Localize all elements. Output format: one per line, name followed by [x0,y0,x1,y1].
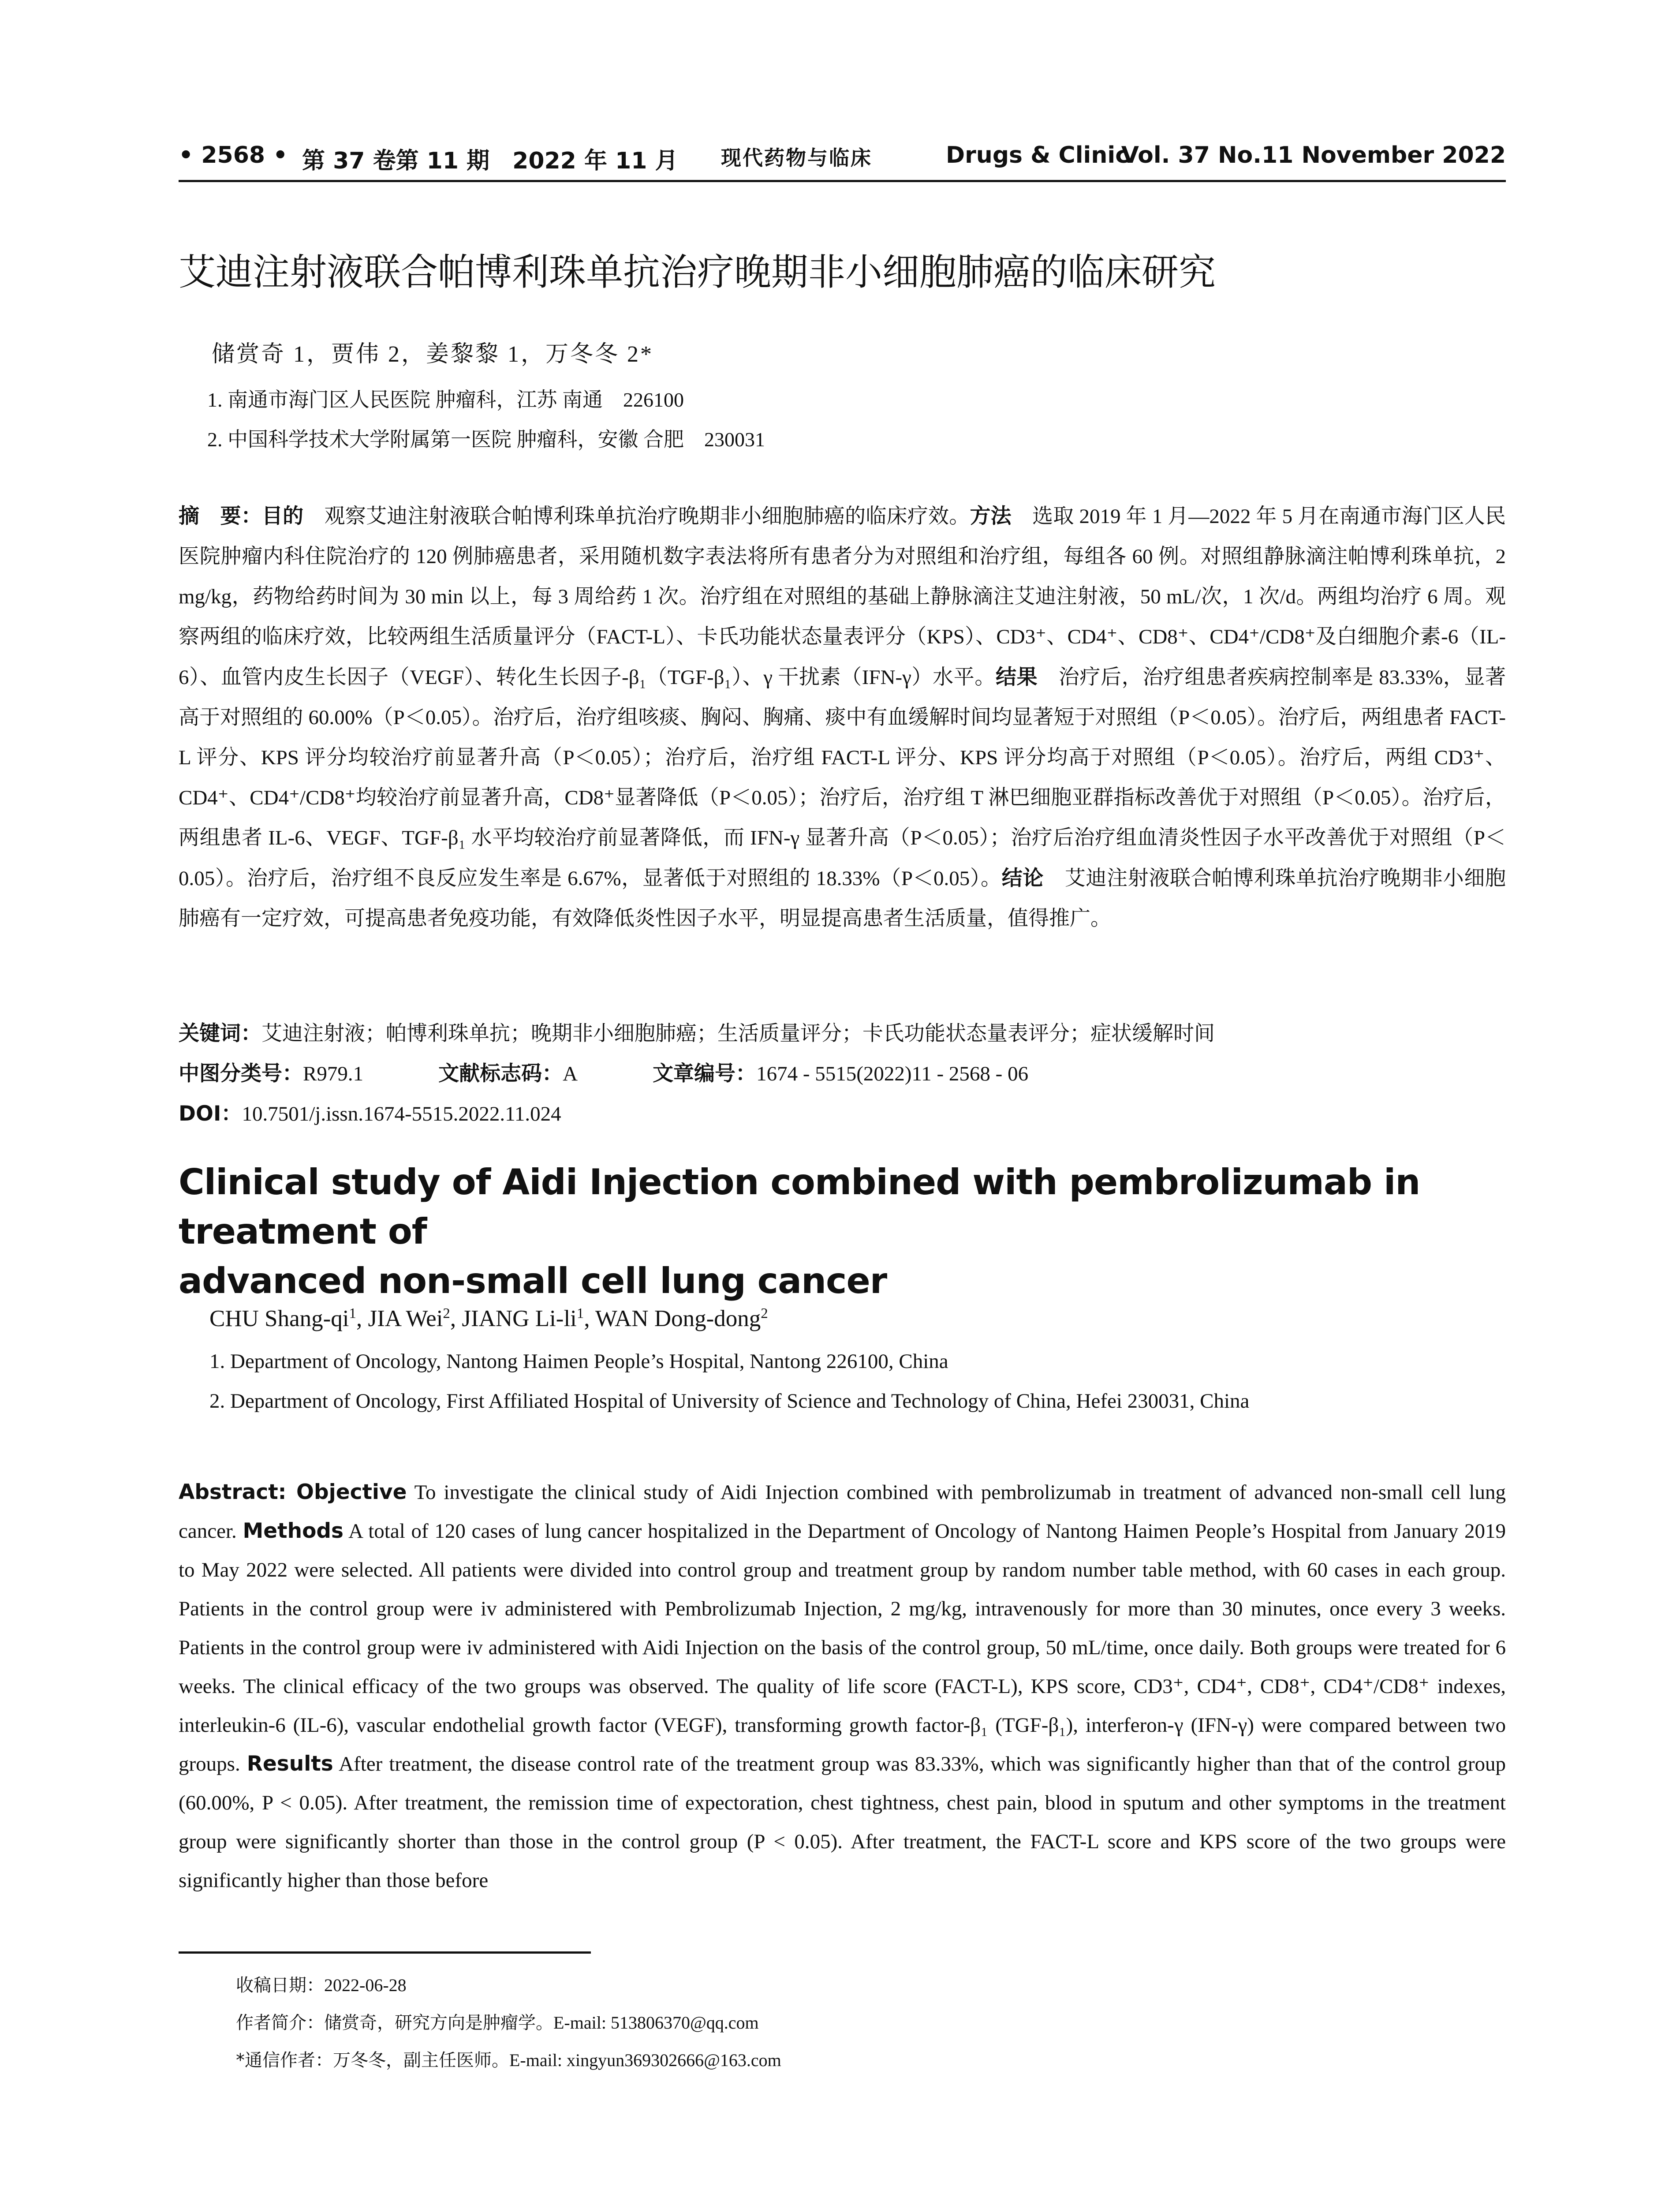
received-date: 2022-06-28 [324,1975,407,1995]
authors-en [209,1305,768,1332]
corresponding-label: *通信作者： [236,2050,333,2070]
affiliation-cn-2: 2. 中国科学技术大学附属第一医院 肿瘤科，安徽 合肥 230031 [207,428,765,451]
results-text-en: After treatment, the disease control rate of the treatment group was 83.33%, which was significantly higher than that of the control group (60.00%, P < 0.05). After treatment, the remission time of expectoration, chest tightness, chest pain, blood in sputum and other symptoms in the treatment group were significantly shorter than those in the control group (P < 0.05). After treatment, the FACT-L score and KPS score of the two groups were significantly higher than those before [179,1753,1506,1892]
article-number-value: 1674 - 5515(2022)11 - 2568 - 06 [756,1062,1029,1085]
affiliation-en-2: 2. Department of Oncology, First Affiliated Hospital of University of Science and Technology of China, Hefei 230031, China [209,1390,1250,1413]
footnote-author [236,2009,759,2034]
objective-text-en: To investigate the clinical study of Aidi Injection combined with pembrolizumab in treatment of advanced non-small cell lung cancer. [179,1481,1506,1543]
methods-text-en: A total of 120 cases of lung cancer hospitalized in the Department of Oncology of Nantong Haimen People’s Hospital from January 2019 to May 2022 were selected. All patients were divided into control group and treatment group by random number table method, with 60 cases in each group. Patients in the control group were iv administered with Pembrolizumab Injection, 2 mg/kg, intravenously for more than 30 minutes, once every 3 weeks. Patients in the control group were iv administered with Aidi Injection on the basis of the control group, 50 mL/time, once daily. Both groups were treated for 6 weeks. The clinical efficacy of the two groups was observed. The quality of life score (FACT-L), KPS score, CD3⁺, CD4⁺, CD8⁺, CD4⁺/CD8⁺ indexes, interleukin-6 (IL-6), vascular endothelial growth factor (VEGF), transforming growth factor-β₁ (TGF-β₁), interferon-γ (IFN-γ) were compared between two groups. [179,1520,1506,1775]
article-title-en [179,1158,1506,1306]
author-en-1: CHU Shang-qi [209,1306,349,1331]
article-title-cn: 艾迪注射液联合帕博利珠单抗治疗晚期非小细胞肺癌的临床研究 [179,250,1216,294]
results-label-cn: 结果 [995,665,1038,689]
author-en-1-sup: 1 [349,1305,356,1322]
corresponding-author: 万冬冬，副主任医师。E-mail: xingyun369302666@163.com [333,2050,781,2070]
footnote-received [236,1971,407,1996]
doc-code-value: A [563,1062,578,1085]
abstract-en [179,1473,1506,1900]
methods-text-cn: 选取 2019 年 1 月—2022 年 5 月在南通市海门区人民医院肿瘤内科住院治疗的 120 例肺癌患者，采用随机数字表法将所有患者分为对照组和治疗组，每组各 60 例。对照组静脉滴注帕博利珠单抗，2 mg/kg，药物给药时间为 30 min 以上，每 3 周给药 1 次。治疗组在对照组的基础上静脉滴注艾迪注射液，50 mL/次，1 次/d。两组均治疗 6 周。观察两组的临床疗效，比较两组生活质量评分（FACT-L）、卡氏功能状态量表评分（KPS）、CD3⁺、CD4⁺、CD8⁺、CD4⁺/CD8⁺及白细胞介素-6（IL-6）、血管内皮生长因子（VEGF）、转化生长因子-β₁（TGF-β₁）、γ 干扰素（IFN-γ）水平。 [179,505,1506,689]
article-title-en-line2: advanced non-small cell lung cancer [179,1260,887,1301]
received-label: 收稿日期： [236,1975,324,1996]
footnote-divider [179,1951,591,1954]
footnote-corresponding [236,2046,781,2071]
author-bio-label: 作者简介： [236,2013,324,2033]
running-header [179,140,1506,182]
article-number-label: 文章编号： [653,1061,757,1086]
issue-info-cn: 第 37 卷第 11 期 2022 年 11 月 [302,148,678,174]
author-en-3-sup: 1 [576,1305,584,1322]
author-bio: 储赏奇，研究方向是肿瘤学。E-mail: 513806370@qq.com [324,2013,759,2033]
affiliation-en-1: 1. Department of Oncology, Nantong Haimen People’s Hospital, Nantong 226100, China [209,1350,948,1373]
objective-label-en: Objective [296,1480,407,1504]
authors-cn: 储赏奇 1，贾伟 2，姜黎黎 1，万冬冬 2* [212,342,654,367]
page-number: • 2568 • [179,142,288,168]
conclusion-label-cn: 结论 [1001,866,1044,890]
results-text-cn: 治疗后，治疗组患者疾病控制率是 83.33%，显著高于对照组的 60.00%（P＜0.05）。治疗后，治疗组咳痰、胸闷、胸痛、痰中有血缓解时间均显著短于对照组（P＜0.05）。治疗后，两组患者 FACT-L 评分、KPS 评分均较治疗前显著升高（P＜0.05）；治疗后，治疗组 FACT-L 评分、KPS 评分均高于对照组（P＜0.05）。治疗后，两组 CD3⁺、CD4⁺、CD4⁺/CD8⁺均较治疗前显著升高，CD8⁺显著降低（P＜0.05）；治疗后，治疗组 T 淋巴细胞亚群指标改善优于对照组（P＜0.05）。治疗后，两组患者 IL-6、VEGF、TGF-β₁ 水平均较治疗前显著降低，而 IFN-γ 显著升高（P＜0.05）；治疗后治疗组血清炎性因子水平改善优于对照组（P＜0.05）。治疗后，治疗组不良反应发生率是 6.67%，显著低于对照组的 18.33%（P＜0.05）。 [179,666,1506,890]
objective-label-cn: 目的 [261,504,304,528]
doi-value: 10.7501/j.issn.1674-5515.2022.11.024 [242,1102,561,1125]
keywords-text-cn: 艾迪注射液；帕博利珠单抗；晚期非小细胞肺癌；生活质量评分；卡氏功能状态量表评分；症状缓解时间 [261,1022,1215,1045]
methods-label-en: Methods [243,1519,343,1543]
clc-label: 中图分类号： [179,1061,303,1086]
author-en-4-sup: 2 [761,1305,768,1322]
affiliation-cn-1: 1. 南通市海门区人民医院 肿瘤科，江苏 南通 226100 [207,389,684,411]
journal-name-en: Drugs & Clinic [946,142,1129,168]
objective-text-cn: 观察艾迪注射液联合帕博利珠单抗治疗晚期非小细胞肺癌的临床疗效。 [303,505,970,528]
author-en-3: , JIANG Li-li [450,1306,577,1331]
article-title-en-line1: Clinical study of Aidi Injection combined with pembrolizumab in treatment of [179,1162,1420,1252]
doi-label: DOI： [179,1102,242,1126]
abstract-cn [179,496,1506,939]
doc-code-label: 文献标志码： [438,1061,563,1086]
results-label-en: Results [246,1752,333,1776]
author-en-2: , JIA Wei [356,1306,443,1331]
abstract-label-en: Abstract: [179,1480,296,1504]
issue-info-en: Vol. 37 No.11 November 2022 [1121,142,1506,168]
methods-label-cn: 方法 [970,504,1012,528]
author-en-2-sup: 2 [443,1305,450,1322]
doi-line [179,1094,1506,1134]
journal-name-cn: 现代药物与临床 [721,146,872,170]
clc-value: R979.1 [303,1062,364,1085]
author-en-4: , WAN Dong-dong [584,1306,761,1331]
abstract-label-cn: 摘 要： [179,504,262,528]
conclusion-text-cn: 艾迪注射液联合帕博利珠单抗治疗晚期非小细胞肺癌有一定疗效，可提高患者免疫功能，有效降低炎性因子水平，明显提高患者生活质量，值得推广。 [179,867,1506,930]
keywords-label-cn: 关键词： [179,1021,261,1046]
classification-line [179,1054,1506,1094]
keywords-cn [179,1013,1506,1054]
